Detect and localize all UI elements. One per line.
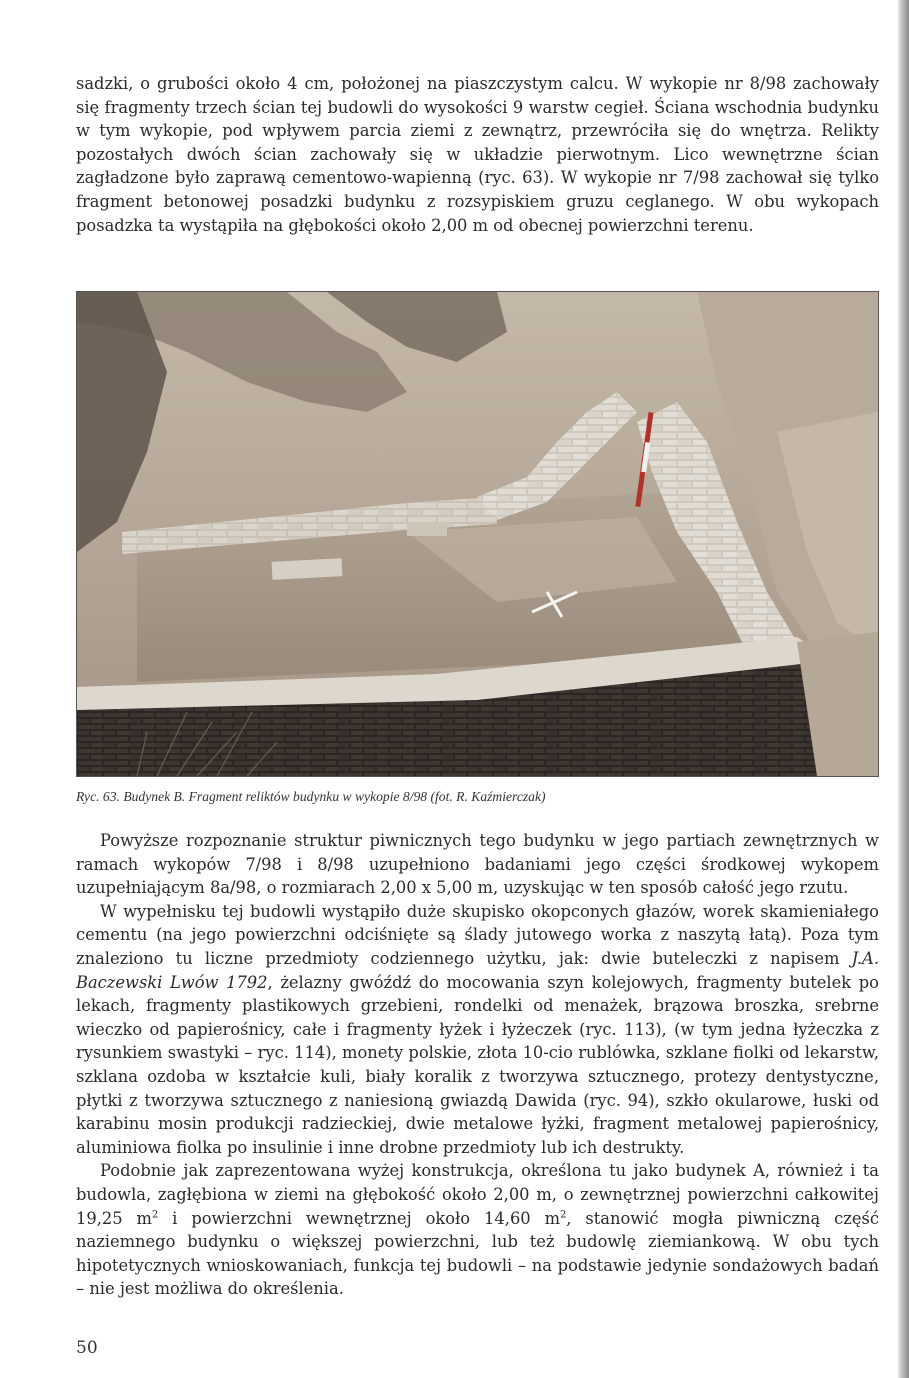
paragraph-2 — [76, 900, 879, 1160]
excavation-photo — [76, 291, 879, 777]
figure-caption: Ryc. 63. Budynek B. Fragment reliktów budynku w wykopie 8/98 (fot. R. Kaźmierczak) — [76, 789, 546, 804]
paragraph-top — [76, 72, 879, 237]
inscription-italic: J.A. Baczewski Lwów 1792 — [76, 948, 879, 992]
paragraph-1: Powyższe rozpoznanie struktur piwnicznych tego budynku w jego partiach zewnętrznych w ramach wykopów 7/98 i 8/98 uzupełniono badaniami jego części środkowej wykopem uzupełniającym 8a/98, o rozmiarach 2,00 x 5,00 m, uzyskując w ten sposób całość jego rzutu. — [76, 831, 879, 898]
paragraph-3-part-a: Podobnie jak zaprezentowana wyżej konstrukcja, określona tu jako budynek A, również i ta budowla, zagłębiona w ziemi na głębokość około 2,00 m, o zewnętrznej powierzchni całkowitej 19,25 m — [76, 1161, 879, 1228]
superscript-2: 2 — [560, 1209, 567, 1221]
paragraph-top-text: sadzki, o grubości około 4 cm, położonej na piaszczystym calcu. W wykopie nr 8/98 zachowały się fragmenty trzech ścian tej budowli do wysokości 9 warstw cegieł. Ściana wschodnia budynku w tym wykopie, pod wpływem parcia ziemi z zewnątrz, przewróciła się do wnętrza. Relikty pozostałych dwóch ścian zachowały się w układzie pierwotnym. Lico wewnętrzne ścian zagładzone było zaprawą cementowo-wapienną (ryc. 63). W wykopie nr 7/98 zachował się tylko fragment betonowej posadzki budynku z rozsypiskiem gruzu ceglanego. W obu wykopach posadzka ta wystąpiła na głębokości około 2,00 m od obecnej powierzchni terenu. — [76, 74, 879, 235]
paragraph-3 — [76, 1159, 879, 1301]
page-number: 50 — [76, 1338, 98, 1358]
superscript-1: 2 — [152, 1209, 159, 1221]
paragraph-3-part-c: , stanowić mogła piwniczną część naziemnego budynku o większej powierzchni, lub też budowlę ziemiankową. W obu tych hipotetycznych wnioskowaniach, funkcja tej budowli – na podstawie jedynie sondażowych badań – nie jest możliwa do określenia. — [76, 1208, 879, 1299]
excavation-photo-svg — [77, 292, 878, 776]
paragraphs-lower — [76, 829, 879, 1301]
page-edge-shadow — [898, 0, 909, 1378]
paragraph-2-part-1: W wypełnisku tej budowli wystąpiło duże skupisko okopconych głazów, worek skamieniałego cementu (na jego powierzchni odciśnięte są ślady jutowego worka z naszytą łatą). Poza tym znaleziono tu liczne przedmioty codziennego użytku, jak: dwie buteleczki z napisem — [76, 901, 879, 968]
paragraph-2-part-2: , żelazny gwóźdź do mocowania szyn kolejowych, fragmenty butelek po lekach, fragmenty plastikowych grzebieni, rondelki od menażek, brązowa broszka, srebrne wieczko od papierośnicy, całe i fragmenty łyżek i łyżeczek (ryc. 113), (w tym jedna łyżeczka z rysunkiem swastyki – ryc. 114), monety polskie, złota 10-cio rublówka, szklane fiolki od lekarstw, szklana ozdoba w kształcie kuli, biały koralik z tworzywa sztucznego, protezy dentystyczne, płytki z tworzywa sztucznego z naniesioną gwiazdą Dawida (ryc. 94), szkło okularowe, łuski od karabinu mosin produkcji radzieckiej, dwie metalowe łyżki, fragment metalowej papierośnicy, aluminiowa fiolka po insulinie i inne drobne przedmioty lub ich destrukty. — [76, 972, 879, 1157]
paragraph-3-part-b: i powierzchni wewnętrznej około 14,60 m — [158, 1208, 561, 1228]
